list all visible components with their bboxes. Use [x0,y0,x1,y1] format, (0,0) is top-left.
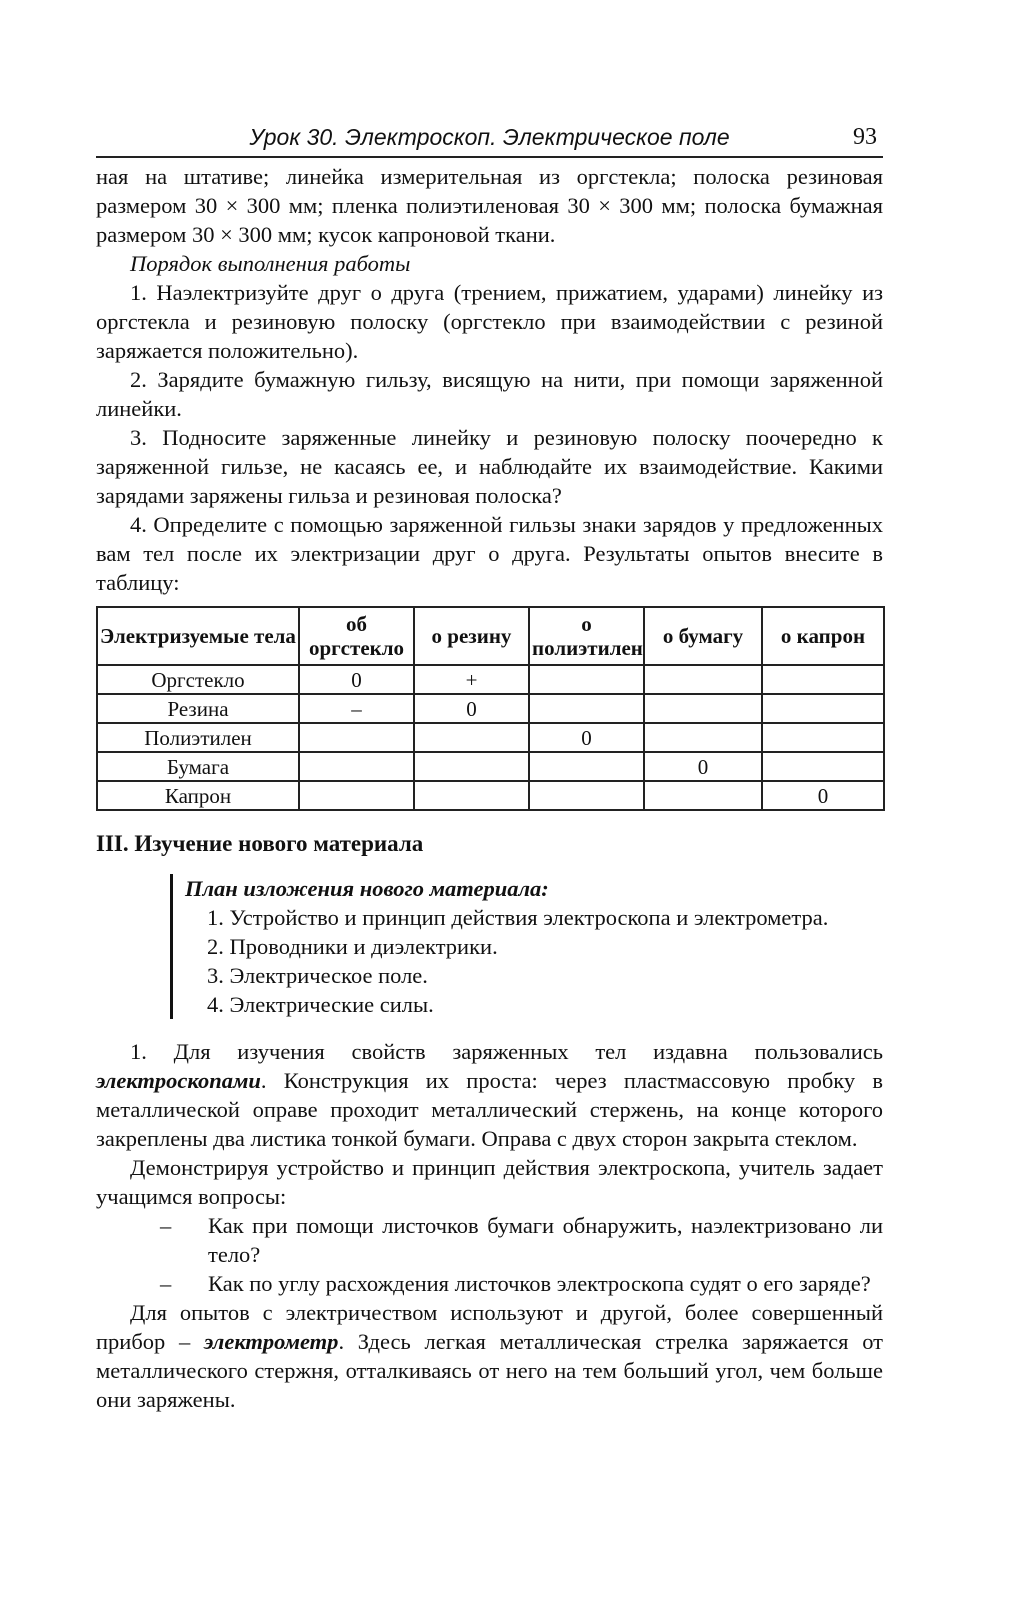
procedure-title: Порядок выполнения работы [130,251,411,276]
table-cell: – [299,694,414,723]
paragraph-text: 1. Для изучения свойств заряженных тел издавна пользовались [130,1039,883,1064]
header-cell: о резину [414,607,529,665]
materials-paragraph: ная на штативе; линейка измерительная из оргстекла; полоска резиновая размером 30 × 300 мм; пленка полиэтиленовая 30 × 300 мм; полоска бумажная размером 30 × 300 мм; кусок капроновой ткани. [96,164,883,247]
table-cell: 0 [529,723,644,752]
table-header-row [97,607,884,665]
electroscope-paragraph [96,1037,883,1153]
table-cell [529,781,644,810]
table-cell: Капрон [97,781,299,810]
table-cell [762,694,884,723]
results-table-wrap [96,606,883,811]
table-cell: 0 [414,694,529,723]
table-cell [644,781,762,810]
procedure-step-2: 2. Зарядите бумажную гильзу, висящую на нити, при помощи заряженной линейки. [96,367,883,421]
table-cell [529,665,644,694]
table-cell [762,723,884,752]
table-cell [299,752,414,781]
table-cell [414,752,529,781]
paragraph-text: . Конструкция их проста: через пластмассовую пробку в металлической оправе проходит металлический стержень, на конце которого закреплены два листика тонкой бумаги. Оправа с двух сторон закрыта стеклом. [96,1068,883,1151]
running-header [96,118,883,158]
table-cell [529,694,644,723]
plan-item: 3. Электрическое поле. [207,963,428,988]
plan-item: 2. Проводники и диэлектрики. [207,934,498,959]
table-cell: Бумага [97,752,299,781]
paragraph-text: Для опытов с электричеством используют и другой, более совершенный прибор – [96,1300,883,1354]
table-cell [644,694,762,723]
table-row [97,781,884,810]
table-cell [299,781,414,810]
question-text: Как по углу расхождения листочков электроскопа судят о его заряде? [208,1271,871,1296]
question-item [160,1269,883,1298]
table-cell [644,723,762,752]
term-electroscopes: электроскопами [96,1068,261,1093]
table-cell [529,752,644,781]
table-row [97,694,884,723]
table-row [97,723,884,752]
dash-marker: – [160,1213,172,1238]
page-number: 93 [853,124,877,150]
paragraph-text: . Здесь легкая металлическая стрелка заряжается от металлического стержня, отталкиваясь от него на тем больший угол, чем больше они заряжены. [96,1329,883,1412]
table-cell: Полиэтилен [97,723,299,752]
results-table [96,606,885,811]
dash-marker: – [160,1271,172,1296]
term-electrometer: электрометр [204,1329,339,1354]
header-cell: о полиэтилен [529,607,644,665]
running-title: Урок 30. Электроскоп. Электрическое поле [249,124,730,150]
question-item [160,1211,883,1269]
header-cell: Электризуемые тела [97,607,299,665]
table-cell [762,752,884,781]
table-cell: 0 [644,752,762,781]
table-cell: 0 [762,781,884,810]
table-cell [414,781,529,810]
table-cell [299,723,414,752]
header-cell: о бумагу [644,607,762,665]
question-text: Как при помощи листочков бумаги обнаружить, наэлектризовано ли тело? [208,1213,883,1267]
plan-item: 1. Устройство и принцип действия электроскопа и электрометра. [207,905,829,930]
table-row [97,665,884,694]
electrometer-paragraph [96,1298,883,1414]
plan-box [170,874,883,1019]
table-cell [762,665,884,694]
table-cell: Оргстекло [97,665,299,694]
plan-item: 4. Электрические силы. [207,992,434,1017]
procedure-step-3: 3. Подносите заряженные линейку и резиновую полоску поочередно к заряженной гильзе, не касаясь ее, и наблюдайте их взаимодействие. Какими зарядами заряжены гильза и резиновая полоска? [96,425,883,508]
section-title: III. Изучение нового материала [96,831,424,856]
header-cell: о капрон [762,607,884,665]
body-text [96,1037,883,1414]
table-cell [414,723,529,752]
book-page [96,118,883,1414]
demonstration-paragraph: Демонстрируя устройство и принцип действия электроскопа, учитель задает учащимся вопросы: [96,1155,883,1209]
table-cell [644,665,762,694]
procedure-step-4: 4. Определите с помощью заряженной гильзы знаки зарядов у предложенных вам тел после их электризации друг о друга. Результаты опытов внесите в таблицу: [96,512,883,595]
plan-title: План изложения нового материала: [185,876,549,901]
table-row [97,752,884,781]
table-cell: Резина [97,694,299,723]
procedure-step-1: 1. Наэлектризуйте друг о друга (трением, прижатием, ударами) линейку из оргстекла и резиновую полоску (оргстекло при взаимодействии с резиной заряжается положительно). [96,280,883,363]
header-cell: об оргстекло [299,607,414,665]
table-cell: + [414,665,529,694]
table-cell: 0 [299,665,414,694]
